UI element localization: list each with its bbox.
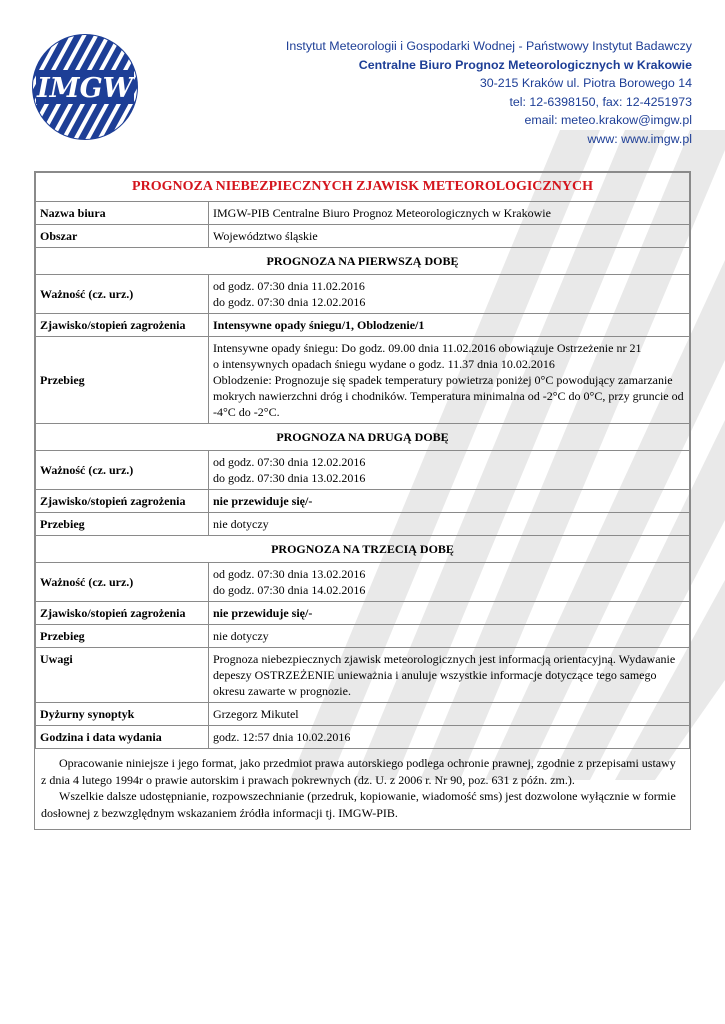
label-dyzurny: Dyżurny synoptyk bbox=[36, 703, 209, 726]
day1-validity bbox=[209, 275, 690, 314]
day1-heading: PROGNOZA NA PIERWSZĄ DOBĘ bbox=[36, 248, 690, 275]
section-row bbox=[36, 536, 690, 563]
label-przebieg: Przebieg bbox=[36, 513, 209, 536]
value-obszar: Województwo śląskie bbox=[209, 225, 690, 248]
forecast-table bbox=[35, 172, 690, 749]
day1-do: do godz. 07:30 dnia 12.02.2016 bbox=[213, 295, 366, 309]
table-row bbox=[36, 202, 690, 225]
table-row bbox=[36, 726, 690, 749]
website: www: www.imgw.pl bbox=[587, 131, 692, 146]
value-godzina: godz. 12:57 dnia 10.02.2016 bbox=[209, 726, 690, 749]
table-row bbox=[36, 314, 690, 337]
table-row bbox=[36, 703, 690, 726]
office-name: Centralne Biuro Prognoz Meteorologicznych w Krakowie bbox=[358, 57, 692, 72]
label-waznosc: Ważność (cz. urz.) bbox=[36, 451, 209, 490]
day3-przebieg: nie dotyczy bbox=[209, 625, 690, 648]
label-godzina: Godzina i data wydania bbox=[36, 726, 209, 749]
day2-validity bbox=[209, 451, 690, 490]
phone-fax: tel: 12-6398150, fax: 12-4251973 bbox=[509, 94, 692, 109]
document-title: PROGNOZA NIEBEZPIECZNYCH ZJAWISK METEOROLOGICZNYCH bbox=[36, 173, 690, 202]
table-row bbox=[36, 225, 690, 248]
day3-validity bbox=[209, 563, 690, 602]
day2-do: do godz. 07:30 dnia 13.02.2016 bbox=[213, 471, 366, 485]
table-row bbox=[36, 648, 690, 703]
day2-zjawisko: nie przewiduje się/- bbox=[209, 490, 690, 513]
imgw-logo bbox=[30, 32, 140, 142]
day3-zjawisko: nie przewiduje się/- bbox=[209, 602, 690, 625]
label-obszar: Obszar bbox=[36, 225, 209, 248]
table-row bbox=[36, 513, 690, 536]
email: email: meteo.krakow@imgw.pl bbox=[524, 113, 692, 127]
title-row bbox=[36, 173, 690, 202]
label-uwagi: Uwagi bbox=[36, 648, 209, 703]
day3-do: do godz. 07:30 dnia 14.02.2016 bbox=[213, 583, 366, 597]
label-nazwa-biura: Nazwa biura bbox=[36, 202, 209, 225]
address: 30-215 Kraków ul. Piotra Borowego 14 bbox=[479, 76, 692, 90]
label-waznosc: Ważność (cz. urz.) bbox=[36, 563, 209, 602]
day1-zjawisko: Intensywne opady śniegu/1, Oblodzenie/1 bbox=[209, 314, 690, 337]
institute-header bbox=[286, 37, 692, 148]
section-row bbox=[36, 424, 690, 451]
label-przebieg: Przebieg bbox=[36, 625, 209, 648]
table-row bbox=[36, 275, 690, 314]
copyright-paragraph-2: Wszelkie dalsze udostępnianie, rozpowszechnianie (przedruk, kopiowanie, wiadomość sms) jest dozwolone wyłącznie w formie dosłownej z bezwzględnym wskazaniem źródła informacji tj. IMGW-PIB. bbox=[41, 789, 676, 820]
logo-text: IMGW bbox=[37, 73, 133, 104]
table-row bbox=[36, 451, 690, 490]
table-row bbox=[36, 563, 690, 602]
label-zjawisko: Zjawisko/stopień zagrożenia bbox=[36, 314, 209, 337]
value-nazwa-biura: IMGW-PIB Centralne Biuro Prognoz Meteorologicznych w Krakowie bbox=[209, 202, 690, 225]
day2-od: od godz. 07:30 dnia 12.02.2016 bbox=[213, 455, 366, 469]
day1-przebieg-line3: Oblodzenie: Prognozuje się spadek temperatury powietrza poniżej 0°C powodujący zamarzanie mokrych nawierzchni dróg i chodników. Temperatura minimalna od -2°C do 0°C, przy gruncie od -4°C do -2°C. bbox=[213, 373, 684, 419]
institute-name: Instytut Meteorologii i Gospodarki Wodnej - Państwowy Instytut Badawczy bbox=[285, 39, 692, 53]
table-row bbox=[36, 625, 690, 648]
section-row bbox=[36, 248, 690, 275]
day3-heading: PROGNOZA NA TRZECIĄ DOBĘ bbox=[36, 536, 690, 563]
table-row bbox=[36, 490, 690, 513]
label-zjawisko: Zjawisko/stopień zagrożenia bbox=[36, 490, 209, 513]
day3-od: od godz. 07:30 dnia 13.02.2016 bbox=[213, 567, 366, 581]
table-row bbox=[36, 337, 690, 424]
table-row bbox=[36, 602, 690, 625]
label-zjawisko: Zjawisko/stopień zagrożenia bbox=[36, 602, 209, 625]
forecast-document bbox=[34, 171, 691, 830]
copyright-notice bbox=[35, 749, 690, 829]
copyright-paragraph-1: Opracowanie niniejsze i jego format, jako przedmiot prawa autorskiego podlega ochronie prawnej, zgodnie z przepisami ustawy z dnia 4 lutego 1994r o prawie autorskim i prawach pokrewnych (dz. U. z 2006 r. Nr 90, poz. 631 z późn. zm.). bbox=[41, 756, 676, 787]
day2-przebieg: nie dotyczy bbox=[209, 513, 690, 536]
day1-przebieg bbox=[209, 337, 690, 424]
label-przebieg: Przebieg bbox=[36, 337, 209, 424]
day1-przebieg-line1: Intensywne opady śniegu: Do godz. 09.00 dnia 11.02.2016 obowiązuje Ostrzeżenie nr 21 bbox=[213, 341, 642, 355]
day1-od: od godz. 07:30 dnia 11.02.2016 bbox=[213, 279, 365, 293]
day1-przebieg-line2: o intensywnych opadach śniegu wydane o godz. 11.37 dnia 10.02.2016 bbox=[213, 357, 555, 371]
day2-heading: PROGNOZA NA DRUGĄ DOBĘ bbox=[36, 424, 690, 451]
value-dyzurny: Grzegorz Mikutel bbox=[209, 703, 690, 726]
value-uwagi: Prognoza niebezpiecznych zjawisk meteorologicznych jest informacją orientacyjną. Wydawanie depeszy OSTRZEŻENIE unieważnia i anuluje wszystkie informacje dotyczące tego samego okresu zawarte w prognozie. bbox=[209, 648, 690, 703]
label-waznosc: Ważność (cz. urz.) bbox=[36, 275, 209, 314]
